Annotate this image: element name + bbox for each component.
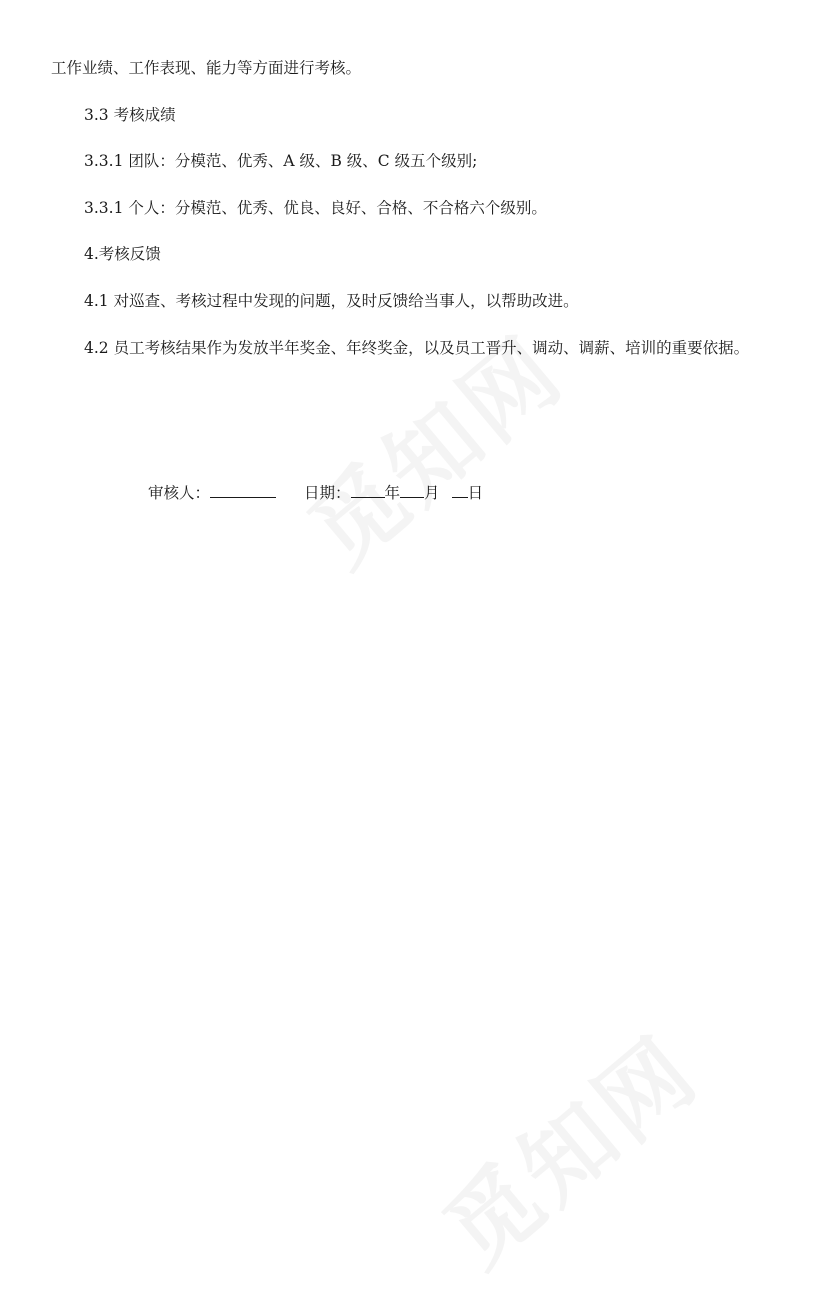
heading-assessment-results: 3.3 考核成绩 [84,106,176,124]
month-blank [400,479,424,498]
day-blank [452,479,468,498]
year-blank [351,479,385,498]
paragraph-results-usage: 4.2 员工考核结果作为发放半年奖金、年终奖金，以及员工晋升、调动、调薪、培训的重要依据。 [84,339,750,357]
reviewer-label: 审核人： [148,484,211,502]
watermark [412,1001,722,1291]
month-label: 月 [424,484,440,502]
reviewer-blank [210,479,276,498]
paragraph-individual-levels: 3.3.1 个人：分模范、优秀、优良、良好、合格、不合格六个级别。 [84,199,547,217]
date-label: 日期： [304,484,351,502]
paragraph-assessment-scope: 工作业绩、工作表现、能力等方面进行考核。 [51,59,362,77]
paragraph-team-levels: 3.3.1 团队：分模范、优秀、A 级、B 级、C 级五个级别; [84,152,478,170]
heading-assessment-feedback: 4.考核反馈 [84,245,161,263]
paragraph-feedback-timely: 4.1 对巡查、考核过程中发现的问题，及时反馈给当事人，以帮助改进。 [84,292,579,310]
signature-line [148,479,483,504]
day-label: 日 [467,484,484,502]
year-label: 年 [384,484,401,502]
